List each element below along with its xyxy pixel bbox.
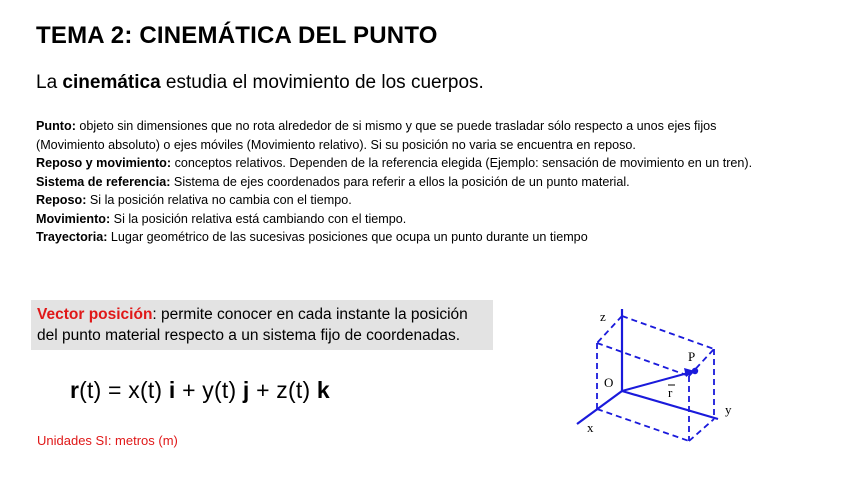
projection-box — [597, 316, 714, 441]
definition-item — [36, 191, 778, 210]
definition-sep: : — [166, 156, 175, 170]
formula-part-1: (t) = x(t) — [79, 377, 169, 403]
label-y: y — [725, 402, 732, 417]
definition-sep: : — [82, 193, 90, 207]
definition-sep: : — [103, 230, 111, 244]
formula-j: j — [242, 377, 250, 403]
definition-sep: : — [71, 119, 80, 133]
label-x: x — [587, 420, 594, 435]
definition-text: Sistema de ejes coordenados para referir a ellos la posición de un punto material. — [173, 174, 630, 189]
label-o: O — [604, 375, 614, 390]
slide-title: TEMA 2: CINEMÁTICA DEL PUNTO — [36, 22, 438, 49]
subtitle — [36, 72, 484, 94]
definition-item — [36, 210, 778, 229]
subtitle-rest: estudia el movimiento de los cuerpos. — [160, 72, 484, 93]
vector-position-term: Vector posición — [37, 306, 153, 323]
definition-sep: : — [166, 174, 174, 189]
definition-term: Trayectoria — [36, 230, 104, 244]
subtitle-term: cinemática — [62, 72, 161, 93]
label-r: r — [668, 385, 673, 400]
definition-text: Si la posición relativa no cambia con el tiempo. — [89, 193, 352, 207]
point-p-marker — [692, 368, 698, 374]
vector-position-text: : permite conocer en cada instante la posición del punto material respecto a un sistema fijo de coordenadas. — [37, 306, 468, 344]
label-p: P — [688, 349, 696, 364]
formula-r: r — [70, 377, 80, 403]
definition-text: Lugar geométrico de las sucesivas posiciones que ocupa un punto durante un tiempo — [110, 230, 588, 244]
vector-position-box — [31, 300, 493, 350]
definition-item — [36, 173, 778, 192]
formula-i: i — [168, 377, 176, 403]
definition-term: Movimiento — [36, 211, 106, 226]
definition-sep: : — [105, 211, 114, 226]
formula-part-3: + z(t) — [249, 377, 317, 403]
formula-k: k — [316, 377, 330, 403]
definition-term: Reposo — [36, 193, 83, 207]
definition-item — [36, 117, 778, 154]
formula-part-2: + y(t) — [175, 377, 243, 403]
position-vector — [622, 373, 688, 391]
definition-text: conceptos relativos. Dependen de la referencia elegida (Ejemplo: sensación de movimiento en un tren). — [174, 156, 753, 170]
subtitle-prefix: La — [36, 72, 63, 93]
definition-item — [36, 228, 778, 247]
definition-text: Si la posición relativa está cambiando con el tiempo. — [113, 211, 407, 226]
units-note: Unidades SI: metros (m) — [37, 433, 178, 448]
definition-term: Reposo y movimiento — [36, 156, 167, 170]
coordinate-system-diagram — [548, 291, 764, 458]
label-z: z — [600, 309, 606, 324]
definition-term: Punto — [36, 119, 72, 133]
position-formula — [70, 377, 330, 404]
definition-term: Sistema de referencia — [36, 174, 167, 189]
definition-text: objeto sin dimensiones que no rota alrededor de si mismo y que se puede trasladar sólo respecto a unos ejes fijos (Movimiento absoluto) o ejes móviles (Movimiento relativo). Si su posición no varia se encuentra en reposo. — [36, 119, 717, 152]
x-axis — [577, 391, 622, 424]
definitions-list — [36, 117, 778, 247]
definition-item — [36, 154, 778, 173]
